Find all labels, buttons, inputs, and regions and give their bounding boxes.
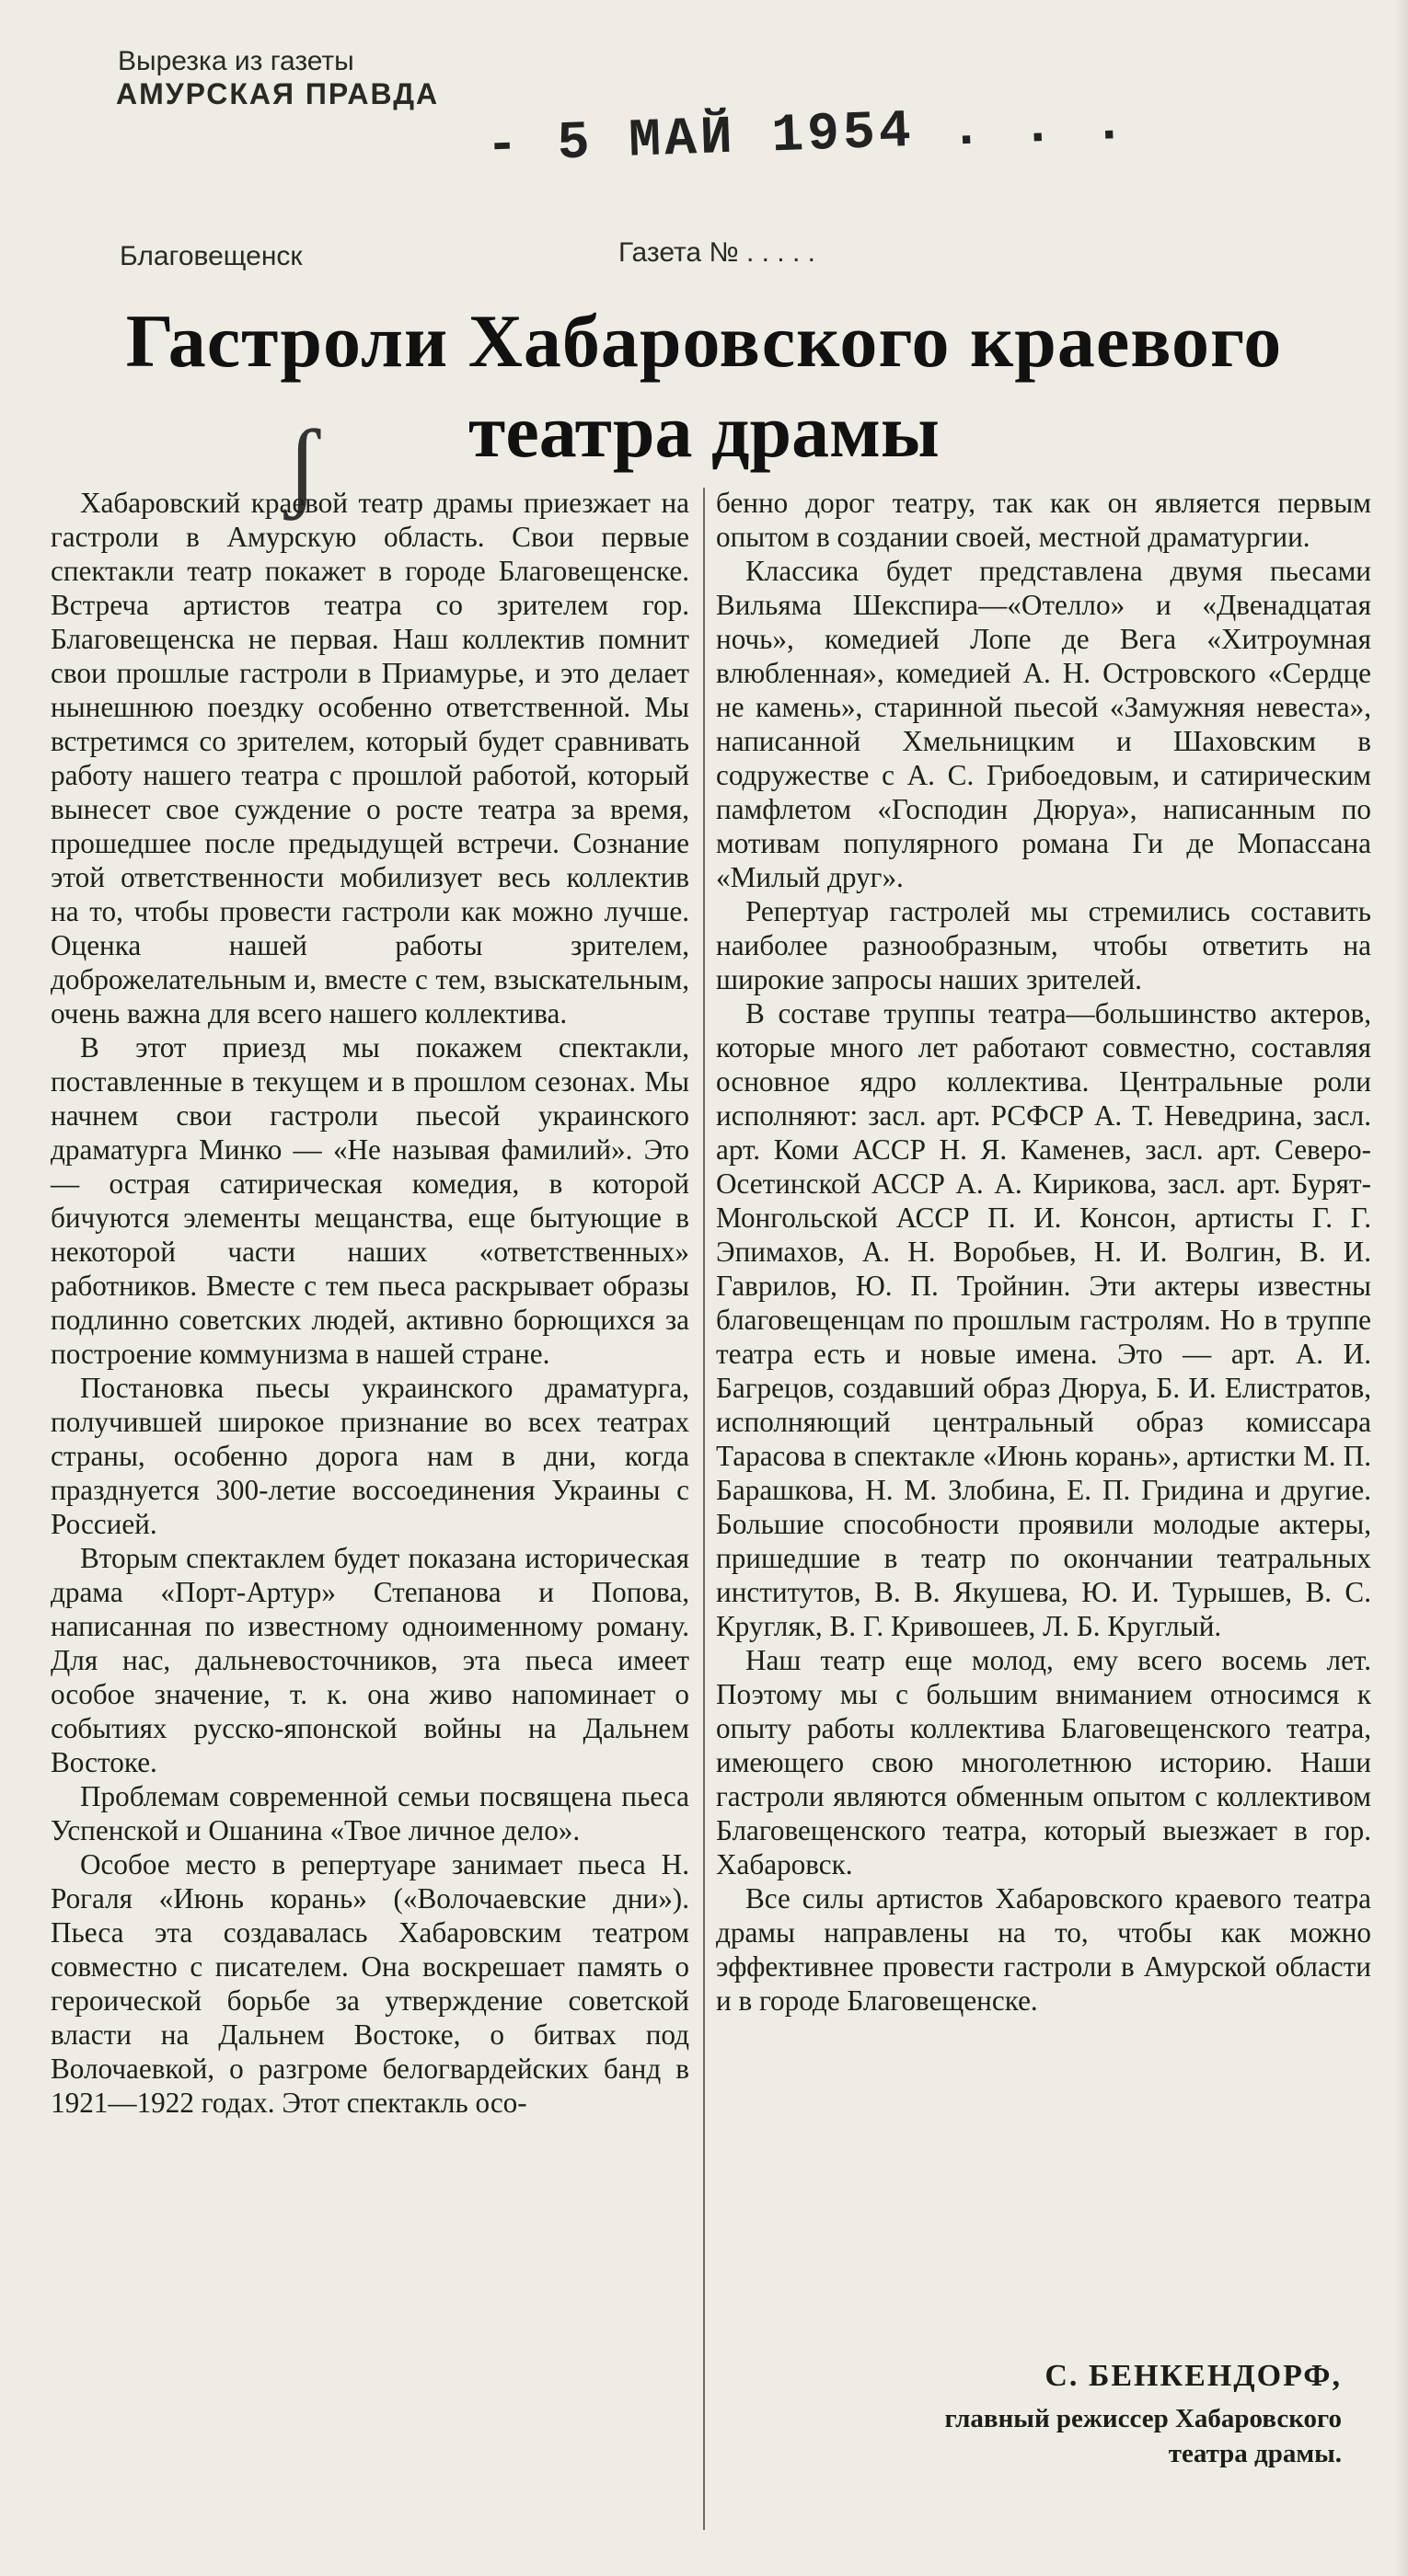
- clipping-label: Вырезка из газеты: [118, 46, 354, 76]
- paragraph: Особое место в репертуаре занимает пьеса Н. Рогаля «Июнь корань» («Волочаевские дни»). Пьеса эта создавалась Хабаровским театром совместно с писателем. Она воскрешает память о героической борьбе за утверждение советской власти на Дальнем Востоке, о битвах под Волочаевкой, о разгроме белогвардейских банд в 1921—1922 годах. Этот спектакль осо-: [51, 1848, 689, 2119]
- issue-label: Газета № . . . . .: [618, 237, 815, 268]
- paragraph: В этот приезд мы покажем спектакли, поставленные в текущем и в прошлом сезонах. Мы начнем свои гастроли пьесой украинского драматурга Минко — «Не называя фамилий». Это — острая сатирическая комедия, в которой бичуются элементы мещанства, еще бытующие в некоторой части наших «ответственных» работников. Вместе с тем пьеса раскрывает образы подлинно советских людей, активно борющихся за построение коммунизма в нашей стране.: [51, 1031, 689, 1370]
- paragraph: Постановка пьесы украинского драматурга, получившей широкое признание во всех театрах страны, особенно дорога нам в дни, когда празднуется 300-летие воссоединения Украины с Россией.: [51, 1372, 689, 1540]
- author-position-line-1: главный режиссер Хабаровского: [944, 2404, 1342, 2433]
- paragraph: Наш театр еще молод, ему всего восемь лет. Поэтому мы с большим вниманием относимся к опыту работы коллектива Благовещенского театра, имеющего свою многолетнюю историю. Наши гастроли являются обменным опытом с коллективом Благовещенского театра, который выезжает в гор. Хабаровск.: [716, 1644, 1371, 1880]
- paragraph: В составе труппы театра—большинство актеров, которые много лет работают совместно, составляя основное ядро коллектива. Центральные роли исполняют: засл. арт. РСФСР А. Т. Неведрина, засл. арт. Коми АССР Н. Я. Каменев, засл. арт. Северо-Осетинской АССР А. А. Кирикова, засл. арт. Бурят-Монгольской АССР П. И. Консон, артисты Г. Г. Эпимахов, А. Н. Воробьев, Н. И. Волгин, В. И. Гаврилов, Ю. П. Тройнин. Эти актеры известны благовещенцам по прошлым гастролям. Но в труппе театра есть и новые имена. Это — арт. А. И. Багрецов, создавший образ Дюруа, Б. И. Елистратов, исполняющий центральный образ комиссара Тарасова в спектакле «Июнь корань», артистки М. П. Барашкова, Н. М. Злобина, Е. П. Гридина и другие. Большие способности проявили молодые актеры, пришедшие в театр по окончании театральных институтов, В. В. Якушева, Ю. И. Турышев, В. С. Кругляк, В. Г. Кривошеев, Л. Б. Круглый.: [716, 997, 1371, 1642]
- column-divider: [703, 488, 705, 2530]
- article-column-left: [51, 486, 689, 2120]
- paragraph: Вторым спектаклем будет показана историческая драма «Порт-Артур» Степанова и Попова, написанная по известному одноименному роману. Для нас, дальневосточников, эта пьеса имеет особое значение, т. к. она живо напоминает о событиях русско-японской войны на Дальнем Востоке.: [51, 1542, 689, 1778]
- article-headline: [37, 296, 1371, 477]
- paragraph: Проблемам современной семьи посвящена пьеса Успенской и Ошанина «Твое личное дело».: [51, 1780, 689, 1846]
- paragraph: Хабаровский краевой театр драмы приезжает на гастроли в Амурскую область. Свои первые спектакли театр покажет в городе Благовещенске. Встреча артистов театра со зрителем гор. Благовещенска не первая. Наш коллектив помнит свои прошлые гастроли в Приамурье, и это делает нынешнюю поездку особенно ответственной. Мы встретимся со зрителем, который будет сравнивать работу нашего театра с прошлой работой, который вынесет свое суждение о росте театра за время, прошедшее после предыдущей встречи. Сознание этой ответственности мобилизует весь коллектив на то, чтобы провести гастроли как можно лучше. Оценка нашей работы зрителем, доброжелательным и, вместе с тем, взыскательным, очень важна для всего нашего коллектива.: [51, 487, 689, 1029]
- headline-line-2: театра драмы: [468, 389, 940, 473]
- paragraph-continuation: бенно дорог театру, так как он является первым опытом в создании своей, местной драматургии.: [716, 487, 1371, 553]
- author-position: [716, 2401, 1342, 2471]
- date-stamp: - 5 МАЙ 1954 . . .: [485, 94, 1130, 178]
- article-column-right: [716, 486, 1371, 2018]
- newspaper-name: АМУРСКАЯ ПРАВДА: [116, 77, 440, 110]
- pen-mark-icon: ʃ: [285, 408, 319, 521]
- headline-line-1: Гастроли Хабаровского краевого: [125, 299, 1283, 383]
- paragraph: Все силы артистов Хабаровского краевого театра драмы направлены на то, чтобы как можно эффективнее провести гастроли в Амурской области и в городе Благовещенске.: [716, 1882, 1371, 2017]
- scan-edge-shadow: [1395, 0, 1408, 2576]
- city-label: Благовещенск: [120, 241, 303, 271]
- author-signature: С. БЕНКЕНДОРФ,: [1044, 2359, 1342, 2393]
- paragraph: Классика будет представлена двумя пьесами Вильяма Шекспира—«Отелло» и «Двенадцатая ночь», комедией Лопе де Вега «Хитроумная влюбленная», комедией А. Н. Островского «Сердце не камень», старинной пьесой «Замужняя невеста», написанной Хмельницким и Шаховским в содружестве с А. С. Грибоедовым, и сатирическим памфлетом «Господин Дюруа», написанным по мотивам популярного романа Ги де Мопассана «Милый друг».: [716, 555, 1371, 893]
- author-position-line-2: театра драмы.: [1168, 2439, 1342, 2468]
- paragraph: Репертуар гастролей мы стремились составить наиболее разнообразным, чтобы ответить на широкие запросы наших зрителей.: [716, 895, 1371, 995]
